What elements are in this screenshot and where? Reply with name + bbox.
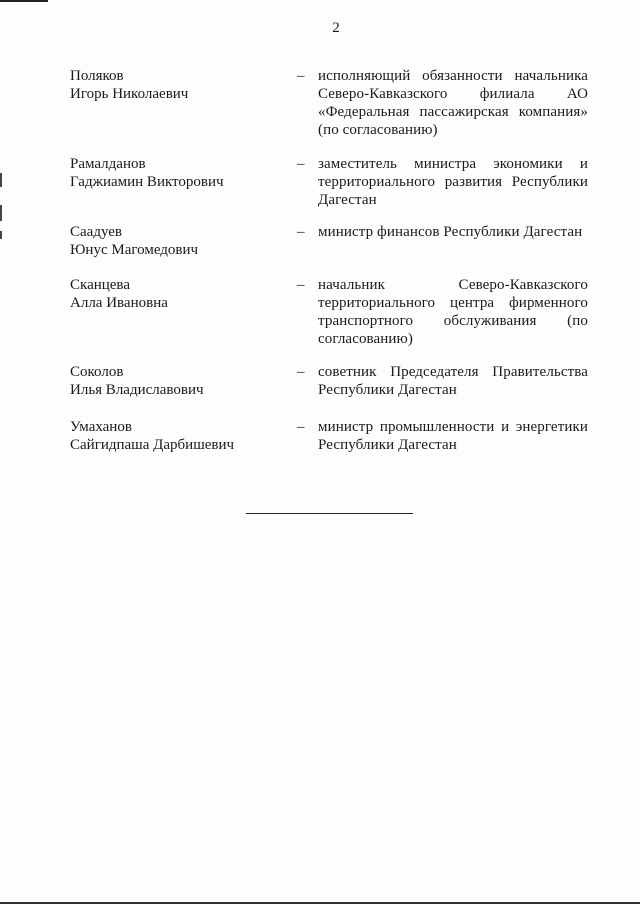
- member-name: [70, 276, 270, 312]
- member-given-names: Сайгидпаша Дарбишевич: [70, 437, 235, 453]
- scan-edge-mark-left-3: [0, 231, 2, 239]
- member-surname: Поляков: [70, 68, 124, 84]
- scan-edge-mark-top: [0, 0, 48, 2]
- separator-dash: –: [297, 156, 305, 172]
- member-surname: Рамалданов: [70, 156, 146, 172]
- member-position: министр промышленности и энергетики Республики Дагестан: [318, 419, 588, 453]
- member-surname: Умаханов: [70, 419, 132, 435]
- separator-dash: –: [297, 277, 305, 293]
- scan-edge-mark-left-1: [0, 173, 2, 187]
- member-name: [70, 418, 270, 454]
- member-surname: Саадуев: [70, 224, 122, 240]
- separator-dash: –: [297, 224, 305, 240]
- member-position: министр финансов Республики Дагестан: [318, 224, 583, 240]
- member-entry: [70, 418, 590, 454]
- page-number: 2: [332, 20, 340, 36]
- member-entry: [70, 363, 590, 399]
- member-name: [70, 67, 270, 103]
- member-position: начальник Северо-Кавказского территориального центра фирменного транспортного обслуживания (по согласованию): [318, 277, 588, 347]
- member-surname: Сканцева: [70, 277, 130, 293]
- member-name: [70, 363, 270, 399]
- member-entry: [70, 67, 590, 139]
- member-given-names: Алла Ивановна: [70, 295, 168, 311]
- member-entry: [70, 223, 590, 259]
- scan-edge-mark-bottom: [0, 902, 640, 904]
- separator-dash: –: [297, 419, 305, 435]
- separator-dash: –: [297, 68, 305, 84]
- member-given-names: Илья Владиславович: [70, 382, 204, 398]
- separator-dash: –: [297, 364, 305, 380]
- member-name: [70, 155, 270, 191]
- member-position: заместитель министра экономики и территориального развития Республики Дагестан: [318, 156, 588, 208]
- member-surname: Соколов: [70, 364, 124, 380]
- scan-edge-mark-left-2: [0, 205, 2, 221]
- end-of-list-rule: [246, 513, 413, 514]
- member-entry: [70, 155, 590, 209]
- member-given-names: Юнус Магомедович: [70, 242, 199, 258]
- member-position: советник Председателя Правительства Республики Дагестан: [318, 364, 588, 398]
- member-given-names: Игорь Николаевич: [70, 86, 189, 102]
- member-entry: [70, 276, 590, 348]
- member-position: исполняющий обязанности начальника Северо-Кавказского филиала АО «Федеральная пассажирская компания» (по согласованию): [318, 68, 588, 138]
- member-name: [70, 223, 270, 259]
- member-given-names: Гаджиамин Викторович: [70, 174, 224, 190]
